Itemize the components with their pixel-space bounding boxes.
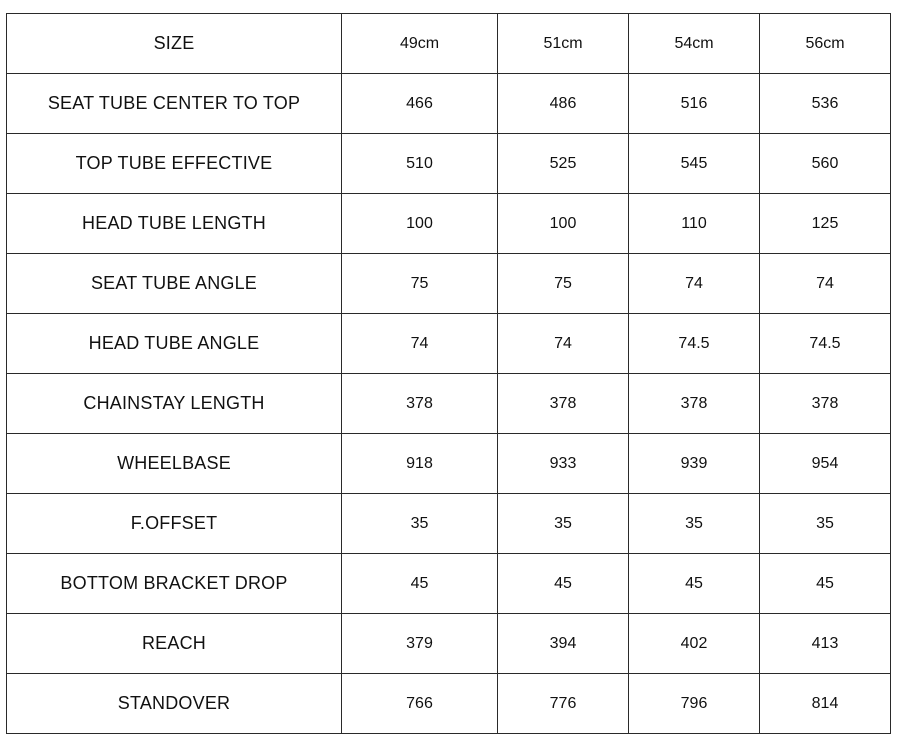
row-label: REACH bbox=[7, 614, 342, 674]
cell-value: 75 bbox=[342, 254, 498, 314]
cell-value: 75 bbox=[498, 254, 629, 314]
cell-value: 516 bbox=[629, 74, 760, 134]
table-header-row bbox=[7, 14, 891, 74]
cell-value: 378 bbox=[498, 374, 629, 434]
row-label: STANDOVER bbox=[7, 674, 342, 734]
table-row bbox=[7, 74, 891, 134]
row-label: SEAT TUBE CENTER TO TOP bbox=[7, 74, 342, 134]
cell-value: 45 bbox=[498, 554, 629, 614]
table-row bbox=[7, 614, 891, 674]
row-label: TOP TUBE EFFECTIVE bbox=[7, 134, 342, 194]
cell-value: 74 bbox=[498, 314, 629, 374]
cell-value: 510 bbox=[342, 134, 498, 194]
cell-value: 45 bbox=[342, 554, 498, 614]
table-row bbox=[7, 194, 891, 254]
cell-value: 74 bbox=[760, 254, 891, 314]
row-label: F.OFFSET bbox=[7, 494, 342, 554]
header-size: SIZE bbox=[7, 14, 342, 74]
cell-value: 413 bbox=[760, 614, 891, 674]
cell-value: 939 bbox=[629, 434, 760, 494]
header-56cm: 56cm bbox=[760, 14, 891, 74]
row-label: SEAT TUBE ANGLE bbox=[7, 254, 342, 314]
cell-value: 45 bbox=[760, 554, 891, 614]
table-row bbox=[7, 254, 891, 314]
cell-value: 536 bbox=[760, 74, 891, 134]
cell-value: 766 bbox=[342, 674, 498, 734]
cell-value: 525 bbox=[498, 134, 629, 194]
table-row bbox=[7, 494, 891, 554]
table-row bbox=[7, 374, 891, 434]
row-label: HEAD TUBE ANGLE bbox=[7, 314, 342, 374]
cell-value: 35 bbox=[629, 494, 760, 554]
table-row bbox=[7, 554, 891, 614]
header-54cm: 54cm bbox=[629, 14, 760, 74]
cell-value: 110 bbox=[629, 194, 760, 254]
cell-value: 402 bbox=[629, 614, 760, 674]
cell-value: 125 bbox=[760, 194, 891, 254]
cell-value: 378 bbox=[342, 374, 498, 434]
cell-value: 954 bbox=[760, 434, 891, 494]
row-label: WHEELBASE bbox=[7, 434, 342, 494]
table-row bbox=[7, 674, 891, 734]
cell-value: 100 bbox=[498, 194, 629, 254]
cell-value: 814 bbox=[760, 674, 891, 734]
table-row bbox=[7, 314, 891, 374]
cell-value: 74 bbox=[629, 254, 760, 314]
header-49cm: 49cm bbox=[342, 14, 498, 74]
row-label: CHAINSTAY LENGTH bbox=[7, 374, 342, 434]
row-label: HEAD TUBE LENGTH bbox=[7, 194, 342, 254]
cell-value: 394 bbox=[498, 614, 629, 674]
cell-value: 74.5 bbox=[629, 314, 760, 374]
cell-value: 35 bbox=[498, 494, 629, 554]
cell-value: 918 bbox=[342, 434, 498, 494]
cell-value: 378 bbox=[629, 374, 760, 434]
cell-value: 545 bbox=[629, 134, 760, 194]
geometry-table bbox=[6, 13, 891, 734]
cell-value: 466 bbox=[342, 74, 498, 134]
cell-value: 45 bbox=[629, 554, 760, 614]
cell-value: 776 bbox=[498, 674, 629, 734]
header-51cm: 51cm bbox=[498, 14, 629, 74]
cell-value: 35 bbox=[760, 494, 891, 554]
cell-value: 933 bbox=[498, 434, 629, 494]
table-row bbox=[7, 434, 891, 494]
table-row bbox=[7, 134, 891, 194]
cell-value: 100 bbox=[342, 194, 498, 254]
cell-value: 74.5 bbox=[760, 314, 891, 374]
cell-value: 486 bbox=[498, 74, 629, 134]
row-label: BOTTOM BRACKET DROP bbox=[7, 554, 342, 614]
cell-value: 379 bbox=[342, 614, 498, 674]
cell-value: 74 bbox=[342, 314, 498, 374]
cell-value: 378 bbox=[760, 374, 891, 434]
cell-value: 796 bbox=[629, 674, 760, 734]
cell-value: 560 bbox=[760, 134, 891, 194]
cell-value: 35 bbox=[342, 494, 498, 554]
